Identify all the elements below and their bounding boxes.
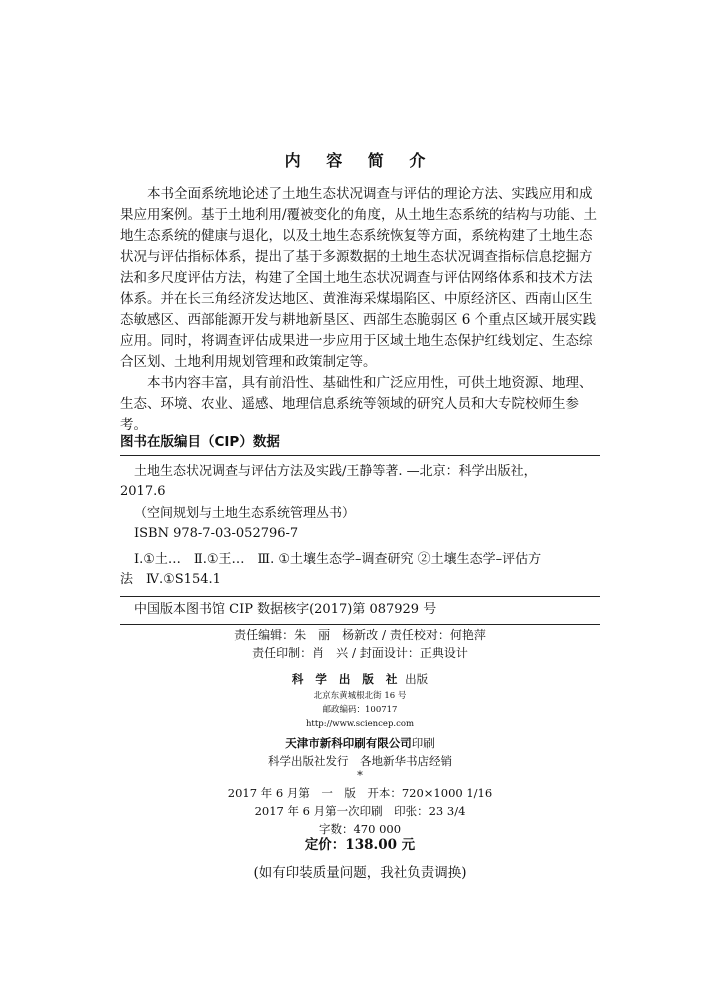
intro-section bbox=[120, 184, 600, 436]
cip-entry-1 bbox=[120, 462, 600, 502]
cip-title-line: 土地生态状况调查与评估方法及实践/王静等著. —北京：科学出版社， bbox=[134, 464, 537, 479]
cip-series-line: （空间规划与土地生态系统管理丛书） bbox=[134, 506, 356, 521]
printer-name: 天津市新科印刷有限公司 bbox=[285, 736, 412, 750]
separator-star: * bbox=[357, 768, 363, 782]
intro-paragraph-1: 本书全面系统地论述了土地生态状况调查与评估的理论方法、实践应用和成果应用案例。基于土地利用/覆被变化的角度，从土地生态系统的结构与功能、土地生态系统的健康与退化，以及土地生态系统恢复等方面，系统构建了土地生态状况与评估指标体系，提出了基于多源数据的土地生态状况调查指标信息挖掘方法和多尺度评估方法，构建了全国土地生态状况调查与评估网络体系和技术方法体系。并在长三角经济发达地区、黄淮海采煤塌陷区、中原经济区、西南山区生态敏感区、西部能源开发与耕地新垦区、西部生态脆弱区 6 个重点区域开展实践应用。同时，将调查评估成果进一步应用于区域土地生态保护红线划定、生态综合区划、土地利用规划管理和政策制定等。 bbox=[120, 186, 598, 370]
printer-suffix: 印刷 bbox=[411, 736, 435, 750]
publisher-name: 科 学 出 版 社 bbox=[291, 672, 402, 686]
responsible-editors: 责任编辑：朱 丽 杨新改 / 责任校对：何艳萍 bbox=[234, 628, 486, 642]
page-title: 内 容 简 介 bbox=[284, 151, 436, 170]
cip-number-line: 中国版本图书馆 CIP 数据核字(2017)第 087929 号 bbox=[134, 602, 437, 617]
cip-entry-3 bbox=[120, 524, 600, 544]
cip-bottom-rule bbox=[120, 624, 600, 625]
cip-entry-4 bbox=[120, 550, 600, 590]
cip-entry-5 bbox=[120, 600, 600, 620]
publisher-url: http://www.sciencep.com bbox=[305, 719, 415, 729]
publisher-address: 北京东黄城根北街 16 号 bbox=[313, 691, 407, 701]
printer-line bbox=[0, 734, 720, 752]
cip-subject-line-cont: 法 Ⅳ.①S154.1 bbox=[120, 572, 221, 587]
intro-paragraph-2: 本书内容丰富，具有前沿性、基础性和广泛应用性，可供土地资源、地理、生态、环境、农业、遥感、地理信息系统等领域的研究人员和大专院校师生参考。 bbox=[120, 375, 593, 433]
cip-isbn-line: ISBN 978-7-03-052796-7 bbox=[134, 526, 299, 541]
publisher-postcode: 邮政编码：100717 bbox=[322, 705, 398, 715]
distribution-line: 科学出版社发行 各地新华书店经销 bbox=[268, 754, 452, 768]
cip-mid-rule bbox=[120, 596, 600, 597]
cip-heading: 图书在版编目（CIP）数据 bbox=[120, 434, 280, 450]
publisher-line bbox=[0, 670, 720, 688]
word-count: 字数：470 000 bbox=[318, 822, 402, 836]
impression-line: 2017 年 6 月第一次印刷 印张：23 3/4 bbox=[254, 804, 466, 818]
responsible-printing: 责任印制：肖 兴 / 封面设计：正典设计 bbox=[252, 646, 468, 660]
cip-top-rule bbox=[120, 455, 600, 456]
cip-title-line-cont: 2017.6 bbox=[120, 484, 166, 499]
cip-entry-2 bbox=[120, 504, 600, 524]
publisher-suffix: 出版 bbox=[405, 672, 429, 686]
price-line: 定价：138.00 元 bbox=[304, 837, 416, 853]
quality-notice: (如有印装质量问题，我社负责调换) bbox=[253, 865, 467, 881]
edition-line: 2017 年 6 月第 一 版 开本：720×1000 1/16 bbox=[227, 786, 493, 800]
cip-subject-line: Ⅰ.①土… Ⅱ.①王… Ⅲ. ①土壤生态学–调查研究 ②土壤生态学–评估方 bbox=[134, 552, 542, 567]
